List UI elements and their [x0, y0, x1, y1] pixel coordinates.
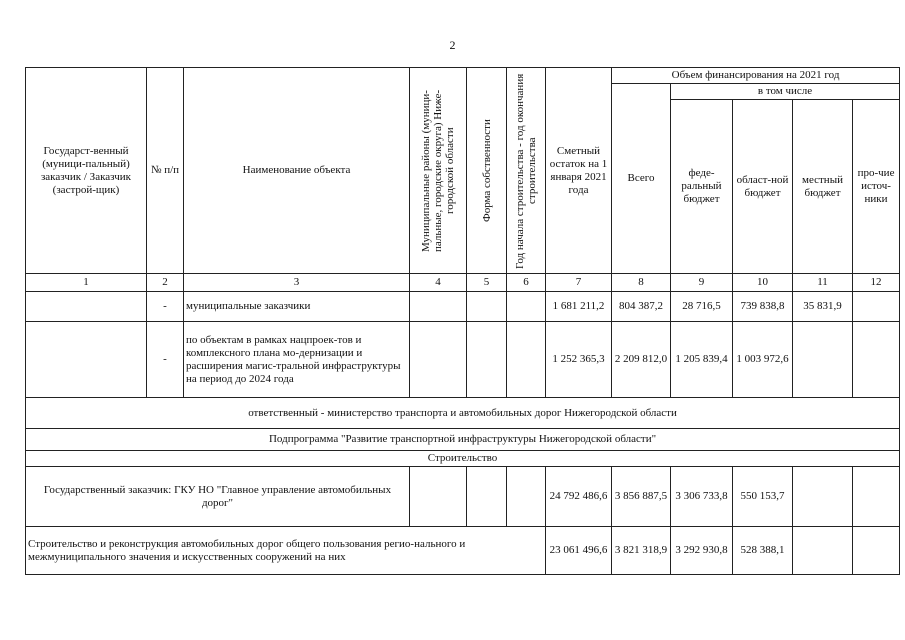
header-districts-text: Муниципальные районы (муници-пальные, городские округа) Ниже-городской области	[420, 89, 456, 252]
state-customer-name: Государственный заказчик: ГКУ НО "Главное управление автомобильных дорог"	[26, 467, 410, 527]
header-years	[507, 68, 546, 274]
header-customer: Государст-венный (муници-пальный) заказчик / Заказчик (застрой-щик)	[26, 68, 147, 274]
header-object-name: Наименование объекта	[184, 68, 410, 274]
table-row-state-customer	[26, 467, 900, 527]
construction-row: Строительство	[26, 451, 900, 467]
total-value: 3 856 887,5	[612, 467, 671, 527]
table-row-municipal	[26, 292, 900, 322]
column-number: 8	[612, 274, 671, 292]
roads-name: Строительство и реконструкция автомобильных дорог общего пользования регио-нального и межмуниципального значения и искусственных сооружений на них	[26, 527, 546, 575]
row-number: -	[147, 322, 184, 398]
federal-value: 28 716,5	[671, 292, 733, 322]
header-federal: феде-ральный бюджет	[671, 100, 733, 274]
column-number: 4	[410, 274, 467, 292]
column-number: 11	[793, 274, 853, 292]
federal-value: 1 205 839,4	[671, 322, 733, 398]
estimate-value: 23 061 496,6	[546, 527, 612, 575]
header-local: местный бюджет	[793, 100, 853, 274]
header-including: в том числе	[671, 84, 900, 100]
column-number: 1	[26, 274, 147, 292]
column-number: 5	[467, 274, 507, 292]
regional-value: 1 003 972,6	[733, 322, 793, 398]
header-ownership	[467, 68, 507, 274]
total-value: 2 209 812,0	[612, 322, 671, 398]
column-number: 12	[853, 274, 900, 292]
row-number: -	[147, 292, 184, 322]
estimate-value: 24 792 486,6	[546, 467, 612, 527]
regional-value: 739 838,8	[733, 292, 793, 322]
federal-value: 3 292 930,8	[671, 527, 733, 575]
financing-table	[25, 67, 900, 575]
total-value: 804 387,2	[612, 292, 671, 322]
header-other: про-чие источ-ники	[853, 100, 900, 274]
total-value: 3 821 318,9	[612, 527, 671, 575]
federal-value: 3 306 733,8	[671, 467, 733, 527]
header-districts	[410, 68, 467, 274]
regional-value: 550 153,7	[733, 467, 793, 527]
table-row-roads	[26, 527, 900, 575]
responsible-row: ответственный - министерство транспорта и автомобильных дорог Нижегородской области	[26, 398, 900, 429]
regional-value: 528 388,1	[733, 527, 793, 575]
header-ownership-text: Форма собственности	[480, 119, 493, 222]
column-number: 9	[671, 274, 733, 292]
column-number: 10	[733, 274, 793, 292]
column-number: 6	[507, 274, 546, 292]
header-regional: област-ной бюджет	[733, 100, 793, 274]
column-number: 3	[184, 274, 410, 292]
header-number: № п/п	[147, 68, 184, 274]
header-total: Всего	[612, 84, 671, 274]
column-number: 2	[147, 274, 184, 292]
local-value: 35 831,9	[793, 292, 853, 322]
object-name: муниципальные заказчики	[184, 292, 410, 322]
object-name: по объектам в рамках нацпроек-тов и комплексного плана мо-дернизации и расширения магис-тральной инфраструктуры на период до 2024 года	[184, 322, 410, 398]
column-number: 7	[546, 274, 612, 292]
estimate-value: 1 681 211,2	[546, 292, 612, 322]
subprogram-row: Подпрограмма "Развитие транспортной инфраструктуры Нижегородской области"	[26, 429, 900, 451]
column-number-row	[26, 274, 900, 292]
page-number: 2	[449, 38, 456, 52]
header-years-text: Год начала строительства - год окончания строительства	[514, 72, 538, 269]
header-estimate: Сметный остаток на 1 января 2021 года	[546, 68, 612, 274]
estimate-value: 1 252 365,3	[546, 322, 612, 398]
header-funding-group: Объем финансирования на 2021 год	[612, 68, 900, 84]
table-row-national-project	[26, 322, 900, 398]
